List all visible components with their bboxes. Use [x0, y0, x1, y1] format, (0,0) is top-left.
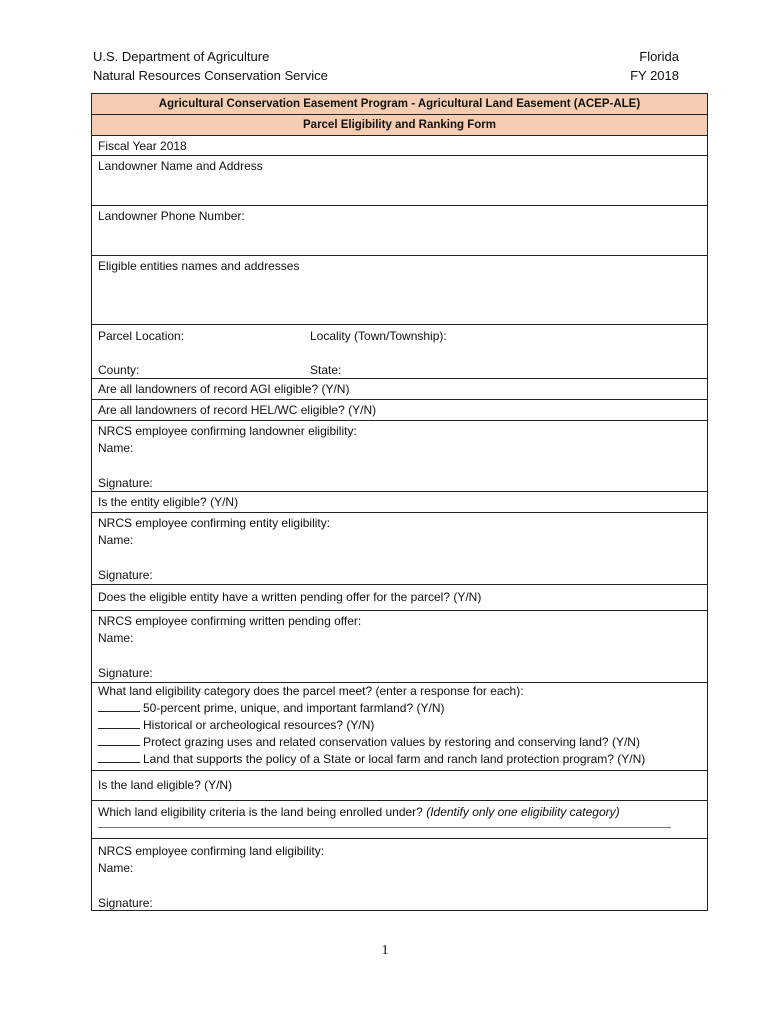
land-confirm-name: Name: — [98, 861, 134, 875]
page-number: 1 — [381, 943, 389, 958]
category-blank[interactable] — [98, 700, 140, 712]
helwc-eligible-field[interactable] — [92, 400, 707, 421]
helwc-eligible-label: Are all landowners of record HEL/WC eligible? (Y/N) — [98, 403, 377, 417]
landowner-name-label: Landowner Name and Address — [98, 159, 263, 173]
landowner-confirm-label: NRCS employee confirming landowner eligibility: — [98, 424, 357, 438]
criteria-answer-line[interactable] — [98, 827, 671, 828]
offer-confirm-field[interactable] — [92, 611, 707, 683]
entity-confirm-field[interactable] — [92, 513, 707, 585]
landowner-confirm-name: Name: — [98, 441, 134, 455]
state-name: Florida — [639, 49, 679, 64]
entity-confirm-signature: Signature: — [98, 568, 153, 582]
land-eligible-field[interactable] — [92, 771, 707, 801]
landowner-confirm-signature: Signature: — [98, 476, 153, 490]
land-confirm-field[interactable] — [92, 839, 707, 911]
entity-confirm-label: NRCS employee confirming entity eligibility: — [98, 516, 331, 530]
service-name: Natural Resources Conservation Service — [93, 68, 328, 83]
state-label: State: — [310, 363, 342, 377]
locality-label: Locality (Town/Township): — [310, 329, 447, 343]
fiscal-year-row — [92, 136, 707, 156]
landowner-name-field[interactable] — [92, 156, 707, 206]
category-label: 50-percent prime, unique, and important farmland? (Y/N) — [143, 701, 445, 715]
category-label: Historical or archeological resources? (Y/N) — [143, 718, 375, 732]
fiscal-year-header: FY 2018 — [630, 68, 679, 83]
offer-confirm-label: NRCS employee confirming written pending offer: — [98, 614, 362, 628]
category-item[interactable] — [98, 717, 701, 734]
offer-confirm-name: Name: — [98, 631, 134, 645]
category-blank[interactable] — [98, 717, 140, 729]
category-label: Land that supports the policy of a State or local farm and ranch land protection program? (Y/N) — [143, 752, 646, 766]
land-confirm-label: NRCS employee confirming land eligibility: — [98, 844, 325, 858]
category-label: Protect grazing uses and related conservation values by restoring and conserving land? (Y/N) — [143, 735, 640, 749]
offer-confirm-signature: Signature: — [98, 666, 153, 680]
landowner-phone-field[interactable] — [92, 206, 707, 256]
eligibility-form — [91, 93, 708, 911]
entity-confirm-name: Name: — [98, 533, 134, 547]
category-blank[interactable] — [98, 751, 140, 763]
header-state-block — [630, 47, 679, 85]
pending-offer-label: Does the eligible entity have a written pending offer for the parcel? (Y/N) — [98, 590, 482, 604]
criteria-field[interactable] — [92, 801, 707, 839]
pending-offer-field[interactable] — [92, 585, 707, 611]
eligible-entities-field[interactable] — [92, 256, 707, 325]
category-item[interactable] — [98, 734, 701, 751]
criteria-note: (Identify only one eligibility category) — [426, 805, 620, 819]
entity-eligible-label: Is the entity eligible? (Y/N) — [98, 495, 239, 509]
landowner-phone-label: Landowner Phone Number: — [98, 209, 245, 223]
land-category-field[interactable] — [92, 683, 707, 771]
category-item[interactable] — [98, 751, 701, 768]
agi-eligible-label: Are all landowners of record AGI eligible? (Y/N) — [98, 382, 350, 396]
criteria-question: Which land eligibility criteria is the land being enrolled under? — [98, 805, 423, 819]
land-eligible-label: Is the land eligible? (Y/N) — [98, 778, 233, 792]
landowner-confirm-field[interactable] — [92, 421, 707, 492]
agi-eligible-field[interactable] — [92, 379, 707, 400]
county-label: County: — [98, 363, 140, 377]
fiscal-year-label: Fiscal Year 2018 — [98, 139, 187, 153]
eligible-entities-label: Eligible entities names and addresses — [98, 259, 300, 273]
agency-name: U.S. Department of Agriculture — [93, 49, 270, 64]
parcel-location-label: Parcel Location: — [98, 329, 185, 343]
form-title: Agricultural Conservation Easement Program - Agricultural Land Easement (ACEP-ALE) — [92, 94, 707, 115]
parcel-location-field[interactable] — [92, 325, 707, 379]
category-item[interactable] — [98, 700, 701, 717]
category-blank[interactable] — [98, 734, 140, 746]
entity-eligible-field[interactable] — [92, 492, 707, 513]
form-subtitle: Parcel Eligibility and Ranking Form — [92, 115, 707, 136]
land-category-question: What land eligibility category does the parcel meet? (enter a response for each): — [98, 684, 524, 698]
header-agency-block — [93, 47, 328, 85]
land-confirm-signature: Signature: — [98, 896, 153, 910]
